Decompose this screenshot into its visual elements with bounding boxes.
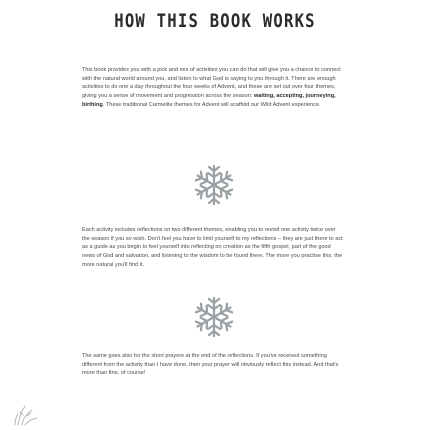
prayers-paragraph: The same goes also for the short prayers at the end of the reflections. If you've received something different from the activity than I have done, then your prayer will obviously reflect this instead. And that's more than fine, of course! — [82, 353, 339, 377]
intro-paragraph — [82, 66, 344, 110]
activity-paragraph: Each activity includes reflections on two different themes, enabling you to revisit one activity twice over the season if you so wish. Don't feel you have to limit yourself to my reflections – they are just there to act as a guide as you begin to feel yourself into reflecting on creation as the fifth gospel, part of the good news of God and salvation, and listening to the wisdom to be found there. The more you practise this, the more natural you'll find it. — [82, 227, 343, 268]
intro-text-after: . These traditional Carmelite themes for Advent will scaffold our Wild Advent experience. — [102, 101, 321, 108]
page-title: HOW THIS BOOK WORKS — [114, 10, 316, 32]
snowflake-icon — [191, 294, 237, 340]
advent-themes: waiting, accepting, journeying, birthing — [82, 93, 336, 108]
intro-text-before: This book provides you with a pick and mix of activities you can do that will give you a chance to connect with the natural world around you, and listen to what God is saying to you through it. There are enough activities to do one a day throughout the four weeks of Advent, and these are set out over four themes, giving you a sense of movement and progression across the season: — [82, 67, 341, 100]
grass-sprig-icon — [10, 400, 40, 426]
snowflake-icon — [191, 162, 237, 208]
